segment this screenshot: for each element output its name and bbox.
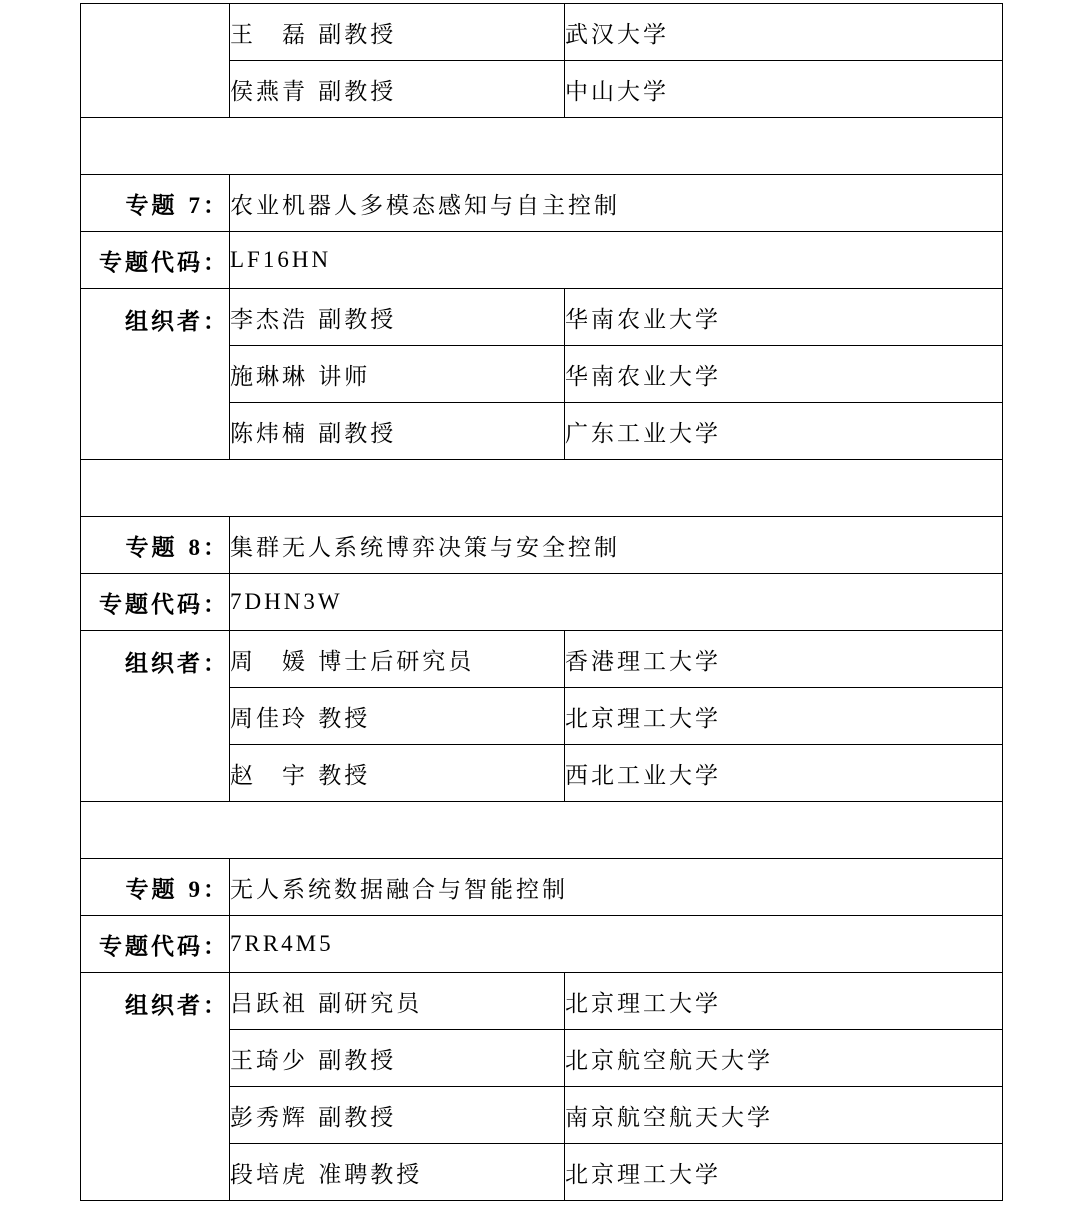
spacer-cell (81, 460, 1003, 517)
organizers-label-empty (81, 4, 230, 118)
topic-prefix: 专题 (125, 191, 189, 219)
topic-title: 无人系统数据融合与智能控制 (230, 859, 1003, 916)
organizer-row (81, 4, 1003, 61)
organizer-institution: 北京理工大学 (565, 973, 1003, 1030)
topics-table (80, 3, 1003, 1201)
organizer-institution: 北京理工大学 (565, 1144, 1003, 1201)
organizer-institution: 华南农业大学 (565, 289, 1003, 346)
spacer-cell (81, 118, 1003, 175)
spacer-row (81, 118, 1003, 175)
topic-label (81, 517, 230, 574)
organizers-label: 组织者： (81, 631, 230, 802)
organizer-name: 吕跃祖 副研究员 (230, 973, 565, 1030)
organizers-label: 组织者： (81, 973, 230, 1201)
topic-label (81, 175, 230, 232)
organizer-name: 施琳琳 讲师 (230, 346, 565, 403)
organizer-name: 赵 宇 教授 (230, 745, 565, 802)
code-label: 专题代码： (81, 232, 230, 289)
organizer-institution: 广东工业大学 (565, 403, 1003, 460)
organizer-name: 彭秀辉 副教授 (230, 1087, 565, 1144)
spacer-row (81, 460, 1003, 517)
organizer-name: 周 媛 博士后研究员 (230, 631, 565, 688)
topic-prefix: 专题 (125, 533, 189, 561)
organizers-label: 组织者： (81, 289, 230, 460)
spacer-row (81, 802, 1003, 859)
topic-number: 7 (188, 192, 203, 218)
topic-suffix: ： (203, 191, 229, 219)
organizer-institution: 华南农业大学 (565, 346, 1003, 403)
topic-code: 7RR4M5 (230, 916, 1003, 973)
organizer-name: 陈炜楠 副教授 (230, 403, 565, 460)
code-row (81, 574, 1003, 631)
topic-title: 集群无人系统博弈决策与安全控制 (230, 517, 1003, 574)
topic-code: 7DHN3W (230, 574, 1003, 631)
code-label: 专题代码： (81, 916, 230, 973)
topic-suffix: ： (203, 533, 229, 561)
topic-row (81, 859, 1003, 916)
organizer-name: 周佳玲 教授 (230, 688, 565, 745)
organizer-institution: 西北工业大学 (565, 745, 1003, 802)
code-row (81, 232, 1003, 289)
topic-prefix: 专题 (125, 875, 189, 903)
organizer-institution: 南京航空航天大学 (565, 1087, 1003, 1144)
spacer-cell (81, 802, 1003, 859)
organizer-row (81, 289, 1003, 346)
organizer-institution: 中山大学 (565, 61, 1003, 118)
topic-suffix: ： (203, 875, 229, 903)
organizer-name: 段培虎 准聘教授 (230, 1144, 565, 1201)
topic-title: 农业机器人多模态感知与自主控制 (230, 175, 1003, 232)
topic-number: 8 (188, 534, 203, 560)
topic-number: 9 (188, 876, 203, 902)
organizer-institution: 香港理工大学 (565, 631, 1003, 688)
organizer-name: 侯燕青 副教授 (230, 61, 565, 118)
organizer-name: 王 磊 副教授 (230, 4, 565, 61)
organizer-row (81, 973, 1003, 1030)
organizer-institution: 北京理工大学 (565, 688, 1003, 745)
organizer-institution: 武汉大学 (565, 4, 1003, 61)
code-row (81, 916, 1003, 973)
organizer-name: 李杰浩 副教授 (230, 289, 565, 346)
organizer-institution: 北京航空航天大学 (565, 1030, 1003, 1087)
topic-row (81, 517, 1003, 574)
code-label: 专题代码： (81, 574, 230, 631)
organizer-name: 王琦少 副教授 (230, 1030, 565, 1087)
topic-row (81, 175, 1003, 232)
topic-label (81, 859, 230, 916)
topic-code: LF16HN (230, 232, 1003, 289)
organizer-row (81, 631, 1003, 688)
